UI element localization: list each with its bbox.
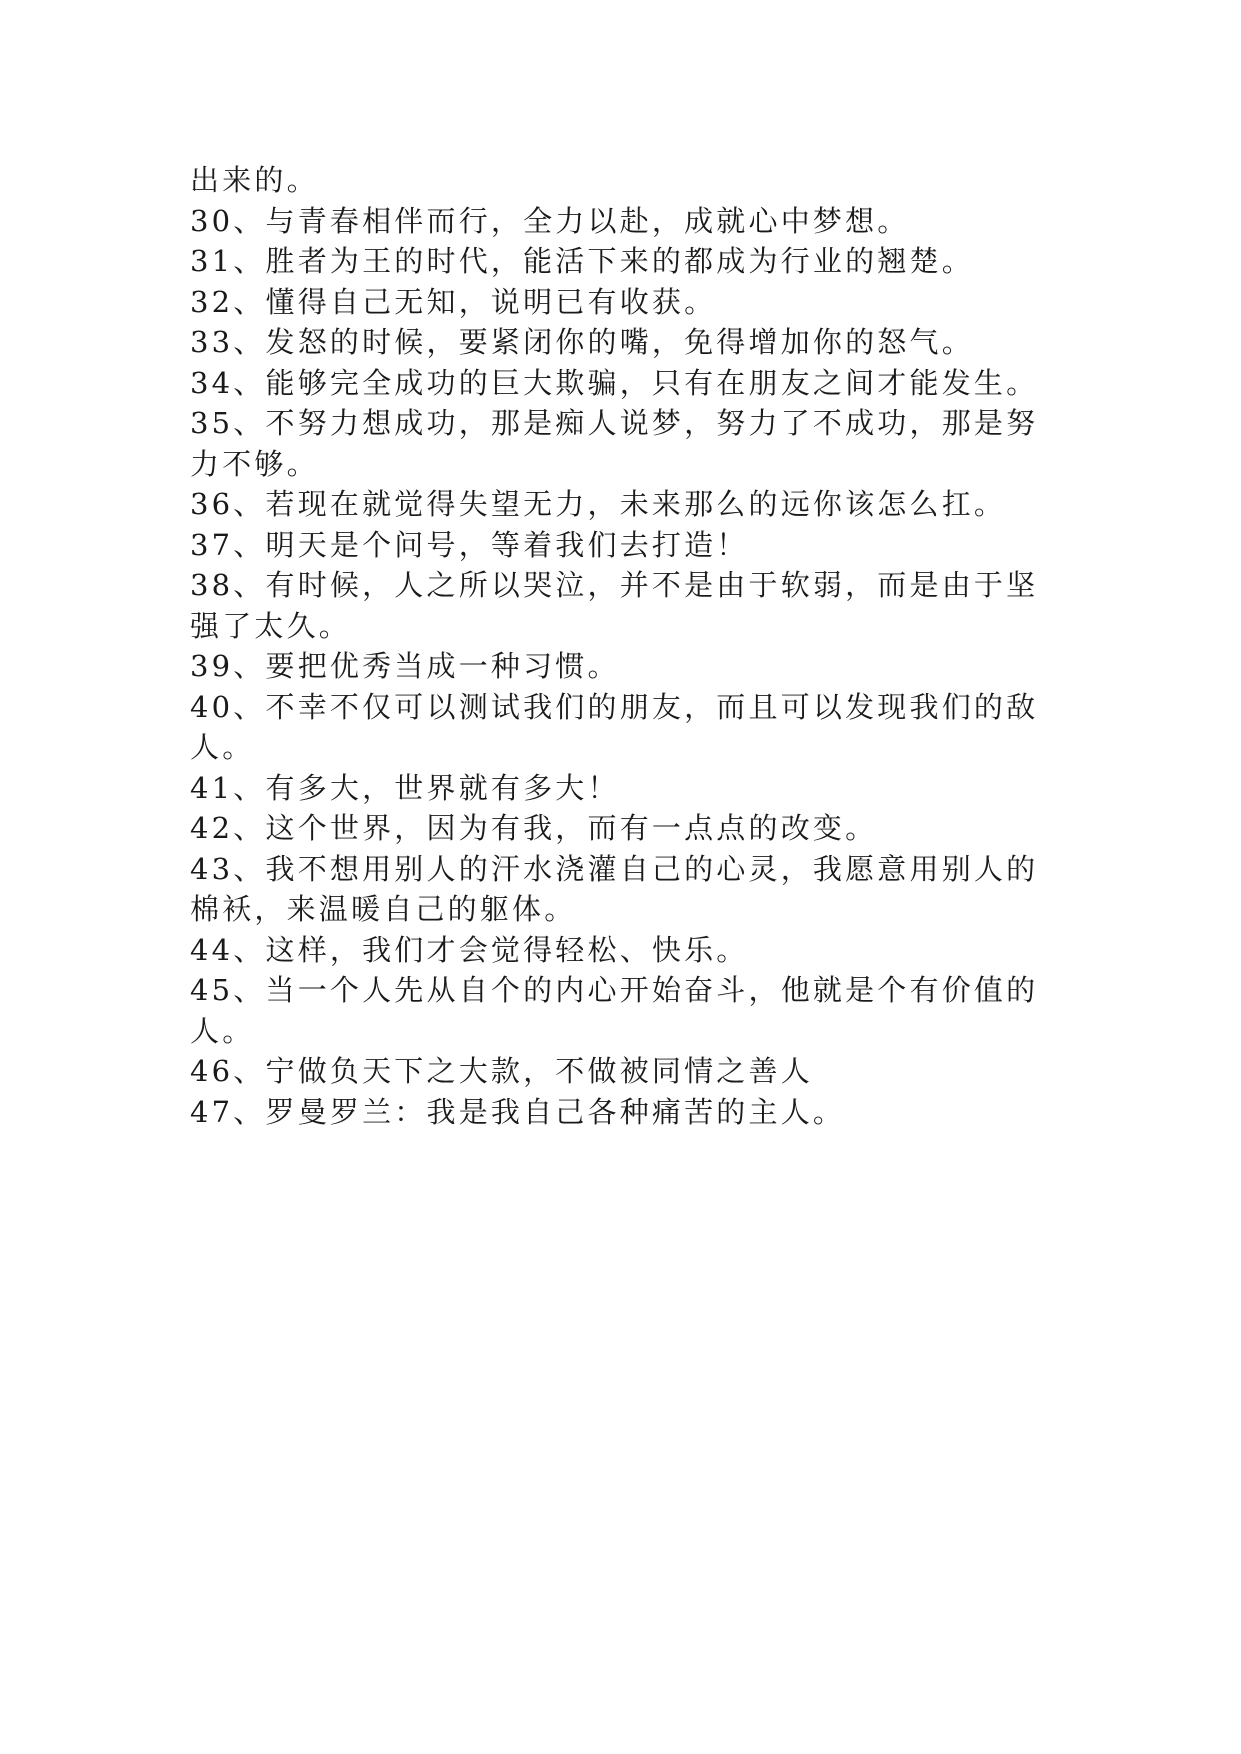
quote-list — [190, 160, 1090, 1132]
text-line: 34、能够完全成功的巨大欺骗，只有在朋友之间才能发生。 — [190, 365, 1039, 400]
text-line: 47、罗曼罗兰：我是我自己各种痛苦的主人。 — [190, 1094, 846, 1129]
text-line: 36、若现在就觉得失望无力，未来那么的远你该怎么扛。 — [190, 487, 1007, 521]
text-line: 33、发怒的时候，要紧闭你的嘴，免得增加你的怒气。 — [190, 325, 974, 359]
text-line: 42、这个世界，因为有我，而有一点点的改变。 — [190, 811, 878, 845]
text-line: 46、宁做负天下之大款，不做被同情之善人 — [190, 1054, 813, 1088]
text-line: 强了太久。 — [190, 608, 352, 643]
text-line: 35、不努力想成功，那是痴人说梦，努力了不成功，那是努 — [190, 406, 1039, 440]
text-line: 32、懂得自己无知，说明已有收获。 — [190, 284, 717, 319]
text-line: 力不够。 — [190, 446, 319, 481]
text-line: 43、我不想用别人的汗水浇灌自己的心灵，我愿意用别人的 — [190, 851, 1039, 886]
text-line: 人。 — [190, 730, 255, 764]
text-line: 31、胜者为王的时代，能活下来的都成为行业的翘楚。 — [190, 244, 974, 278]
text-line: 出来的。 — [190, 163, 319, 197]
text-line: 37、明天是个问号，等着我们去打造！ — [190, 527, 749, 562]
text-line: 45、当一个人先从自个的内心开始奋斗，他就是个有价值的 — [190, 973, 1039, 1007]
text-line: 30、与青春相伴而行，全力以赴，成就心中梦想。 — [190, 203, 910, 238]
text-line: 40、不幸不仅可以测试我们的朋友，而且可以发现我们的敌 — [190, 689, 1039, 724]
text-line: 44、这样，我们才会觉得轻松、快乐。 — [190, 932, 749, 967]
text-line: 人。 — [190, 1013, 255, 1048]
text-line: 棉袄，来温暖自己的躯体。 — [190, 892, 577, 926]
text-line: 38、有时候，人之所以哭泣，并不是由于软弱，而是由于坚 — [190, 568, 1039, 602]
text-line: 41、有多大，世界就有多大！ — [190, 770, 620, 805]
text-line: 39、要把优秀当成一种习惯。 — [190, 649, 620, 683]
